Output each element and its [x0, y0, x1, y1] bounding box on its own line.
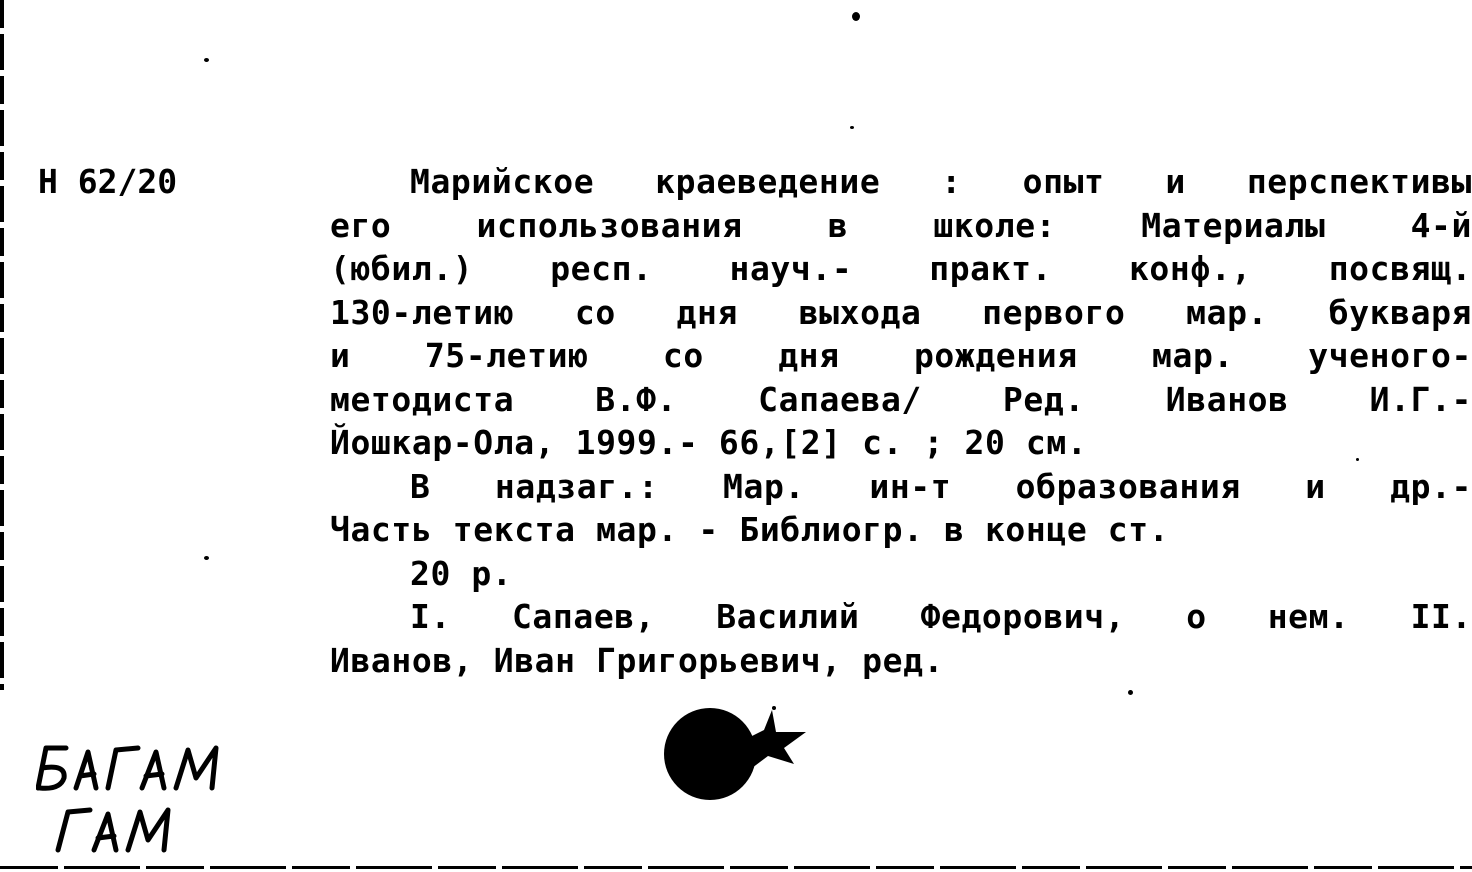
- entry-imprint-line: Йошкар-Ола, 1999.- 66,[2] с. ; 20 см.: [330, 423, 1088, 462]
- entry-title-line: 130-летию со дня выхода первого мар. букваря: [330, 292, 1472, 332]
- ink-speck: [204, 556, 209, 560]
- entry-tracing-line: Иванов, Иван Григорьевич, ред.: [330, 640, 945, 680]
- card-left-border: [0, 0, 4, 690]
- card-bottom-border: [0, 866, 1472, 869]
- ink-speck: [204, 58, 209, 62]
- entry-title-line: его использования в школе: Материалы 4-й: [330, 205, 1472, 245]
- entry-title-line: методиста В.Ф. Сапаева/ Ред. Иванов И.Г.-: [330, 379, 1472, 419]
- entry-tracing-line: I. Сапаев, Василий Федорович, о нем. II.: [410, 597, 1472, 636]
- ink-speck: [1128, 690, 1133, 695]
- ink-speck: [852, 12, 860, 21]
- ink-speck: [850, 126, 854, 129]
- entry-title-line: и 75-летию со дня рождения мар. ученого-: [330, 336, 1472, 375]
- entry-title-line: Марийское краеведение : опыт и перспективы: [410, 162, 1472, 201]
- entry-title-line: (юбил.) респ. науч.- практ. конф., посвящ.: [330, 249, 1472, 288]
- ink-blot: [660, 702, 810, 802]
- entry-note-line: В надзаг.: Мар. ин-т образования и др.-: [410, 466, 1472, 506]
- call-number: Н 62/20: [38, 162, 178, 201]
- entry-note-line: Часть текста мар. - Библиогр. в конце ст.: [330, 510, 1170, 549]
- handwritten-library-mark: [36, 738, 256, 858]
- entry-price-line: 20 р.: [410, 553, 513, 593]
- bibliographic-entry: [330, 160, 1472, 682]
